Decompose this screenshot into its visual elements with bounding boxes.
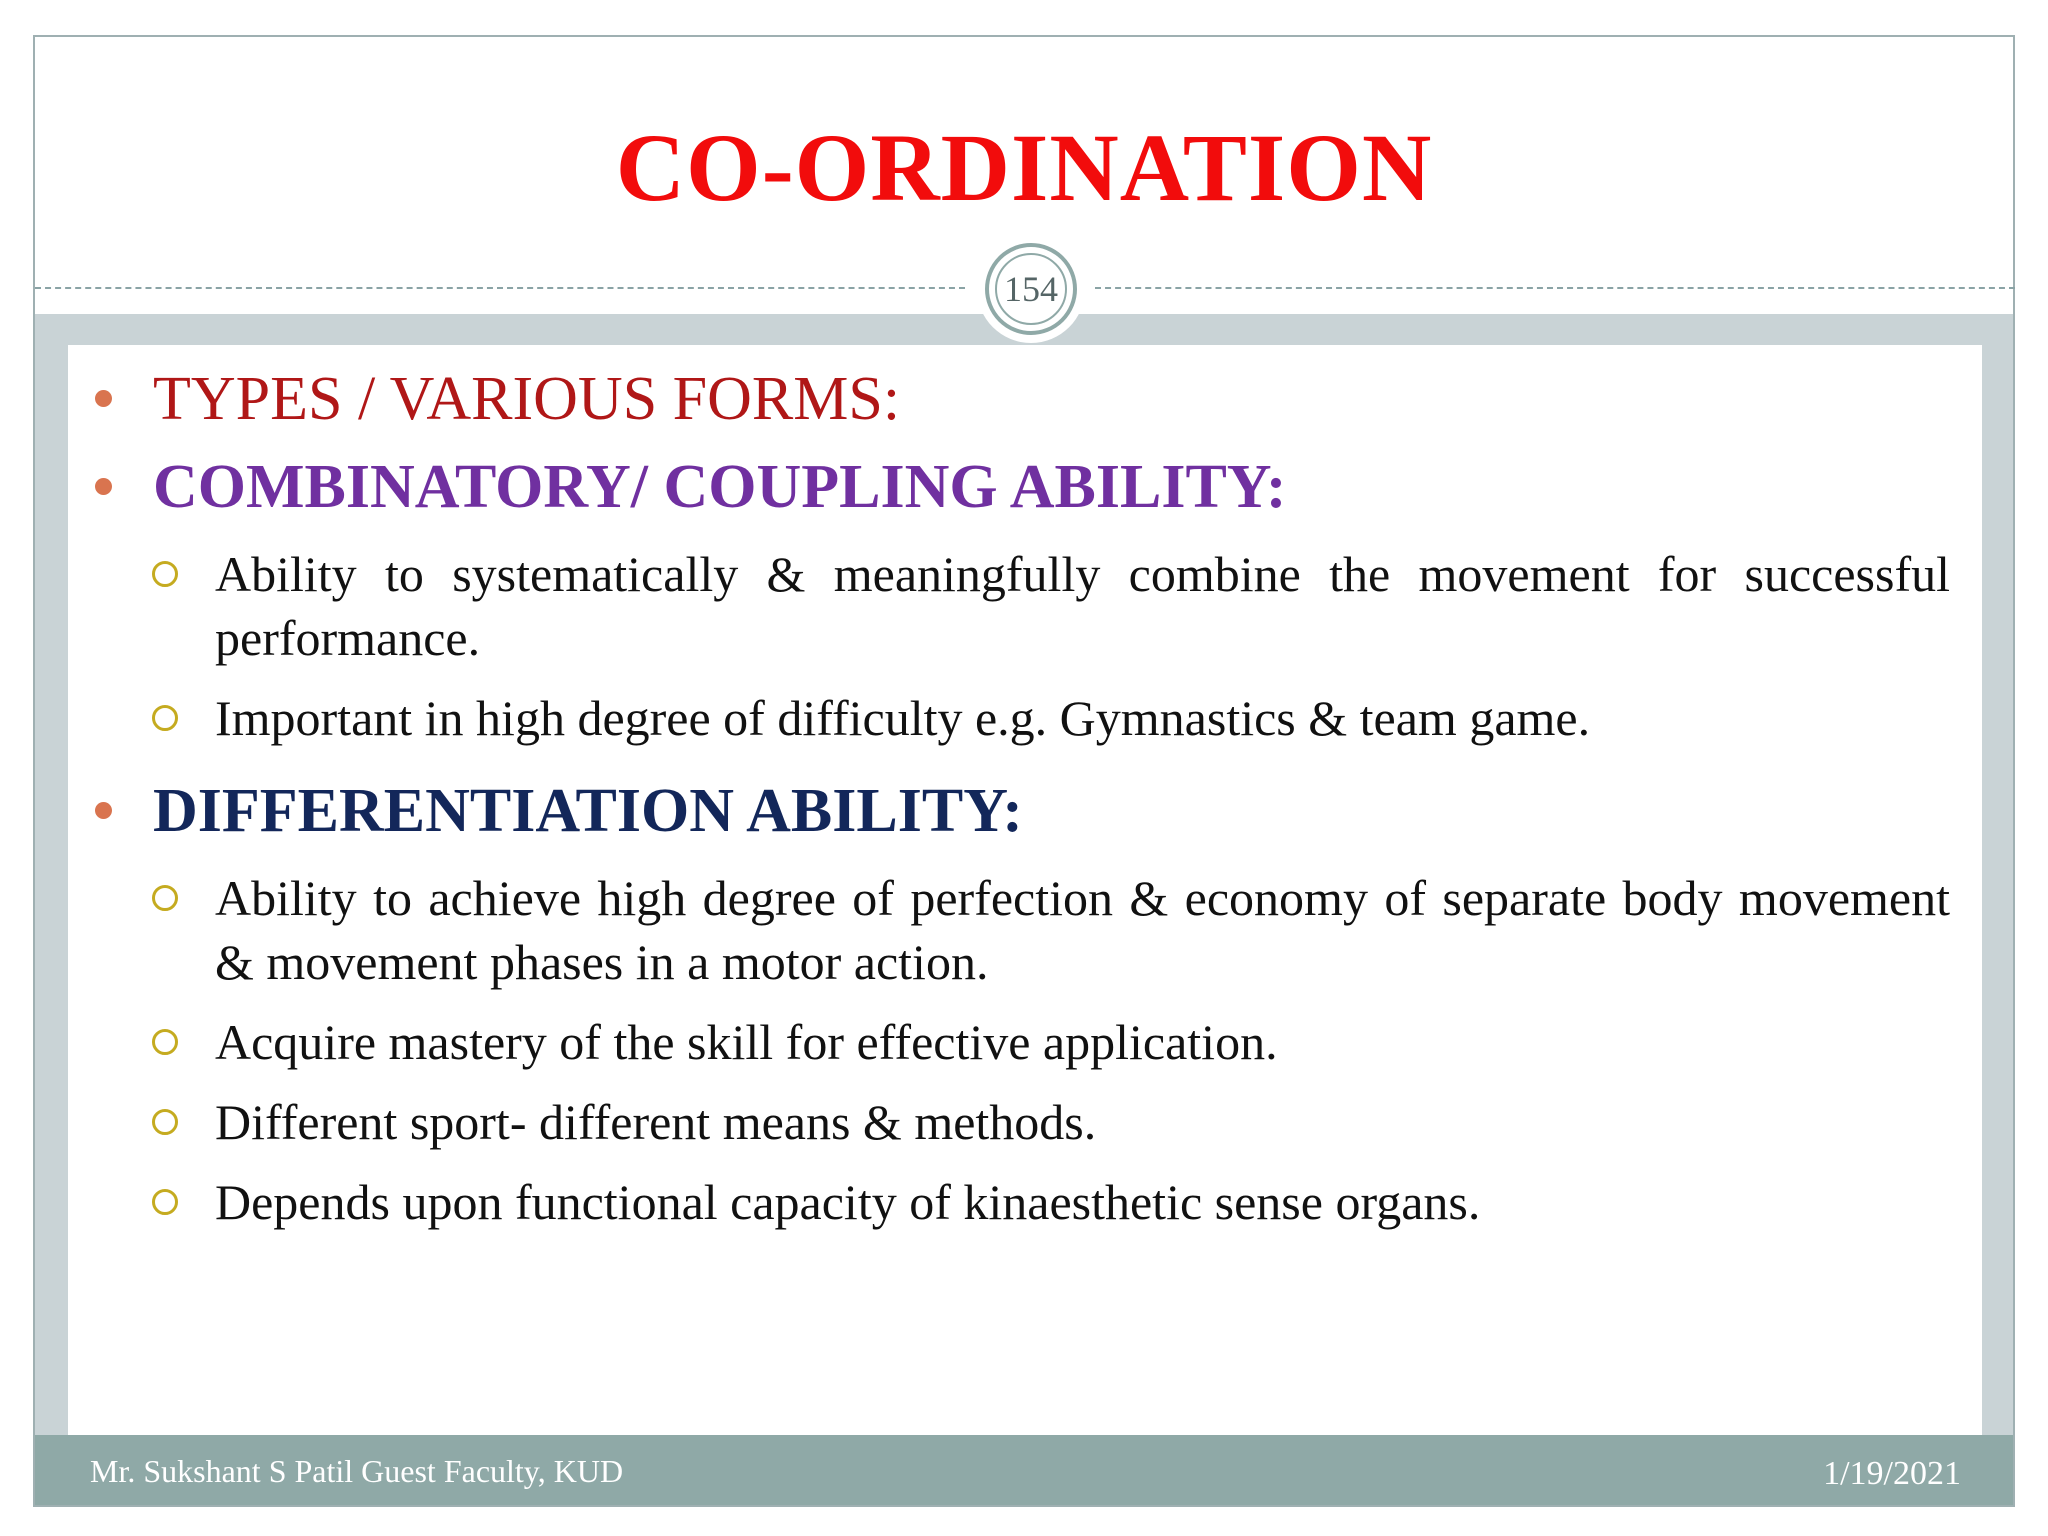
page-number-badge [977,235,1085,343]
footer-date: 1/19/2021 [1823,1455,1961,1492]
sub-bullet [95,542,1950,670]
sub-bullet-text: Different sport- different means & methods. [215,1094,1097,1150]
circle-bullet-icon [152,705,178,731]
bullet-dot-icon [95,802,112,819]
sub-bullet [95,1090,1950,1154]
circle-bullet-icon [152,561,178,587]
differentiation-heading: DIFFERENTIATION ABILITY: [153,777,1023,845]
sub-bullet-text: Acquire mastery of the skill for effective application. [215,1014,1278,1070]
circle-bullet-icon [152,1189,178,1215]
bullet-dot-icon [95,390,112,407]
bullet-types [95,360,1955,438]
sub-bullet [95,1010,1950,1074]
footer-author: Mr. Sukshant S Patil Guest Faculty, KUD [90,1453,624,1489]
sub-bullet [95,866,1950,994]
combinatory-heading: COMBINATORY/ COUPLING ABILITY: [153,453,1287,521]
bullet-combinatory [95,448,1955,526]
sub-bullet [95,686,1950,750]
circle-bullet-icon [152,1029,178,1055]
types-heading: TYPES / VARIOUS FORMS: [153,365,901,433]
title-divider-left [35,287,965,289]
title-divider-right [1095,287,2015,289]
sub-bullet-text: Ability to achieve high degree of perfection & economy of separate body movement & movement phases in a motor action. [215,870,1950,990]
sub-bullet-text: Important in high degree of difficulty e.g. Gymnastics & team game. [215,690,1591,746]
footer [35,1435,2013,1505]
sub-bullet-text: Depends upon functional capacity of kinaesthetic sense organs. [215,1174,1481,1230]
slide-title: CO-ORDINATION [615,114,1433,221]
circle-bullet-icon [152,885,178,911]
sub-bullet-text: Ability to systematically & meaningfully combine the movement for successful performance. [215,546,1950,666]
bullet-differentiation [95,772,1955,850]
bullet-dot-icon [95,478,112,495]
sub-bullet [95,1170,1950,1234]
page-number-ring [985,243,1077,335]
circle-bullet-icon [152,1109,178,1135]
page-number: 154 [995,253,1067,325]
slide-body [95,360,1955,1234]
